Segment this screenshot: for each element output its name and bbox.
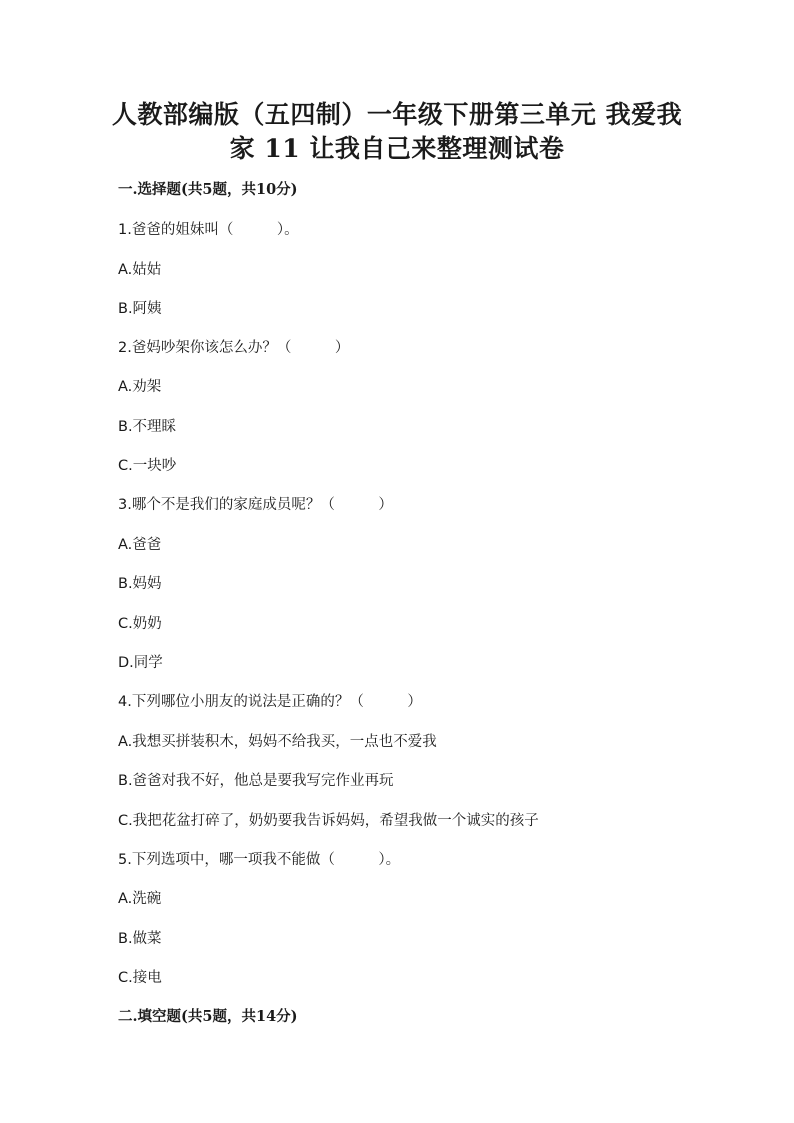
question-5-option-b: B.做菜 [118,931,162,947]
question-4-option-a: A.我想买拼装积木，妈妈不给我买，一点也不爱我 [118,734,437,750]
question-3-option-a: A.爸爸 [118,537,162,553]
question-1-option-b: B.阿姨 [118,301,162,317]
page-title-line2: 家 11 让我自己来整理测试卷 [229,134,565,163]
question-3-stem: 3.哪个不是我们的家庭成员呢？（ ） [118,497,393,513]
section-heading-choice: 一.选择题(共5题，共10分) [118,181,298,198]
page-title-line1: 人教部编版（五四制）一年级下册第三单元 我爱我 [111,100,683,129]
question-5-option-a: A.洗碗 [118,891,162,907]
question-2-option-b: B.不理睬 [118,419,177,435]
question-5-stem: 5.下列选项中，哪一项我不能做（ ）。 [118,852,401,868]
question-4-option-b: B.爸爸对我不好，他总是要我写完作业再玩 [118,773,394,789]
question-3-option-c: C.奶奶 [118,616,162,632]
question-2-option-a: A.劝架 [118,379,162,395]
question-2-option-c: C.一块吵 [118,458,177,474]
section-heading-fill: 二.填空题(共5题，共14分) [118,1008,298,1025]
question-1-stem: 1.爸爸的姐妹叫（ ）。 [118,222,299,238]
question-5-option-c: C.接电 [118,970,162,986]
question-3-option-b: B.妈妈 [118,576,162,592]
question-4-stem: 4.下列哪位小朋友的说法是正确的？（ ） [118,694,422,710]
question-3-option-d: D.同学 [118,655,163,671]
question-1-option-a: A.姑姑 [118,262,162,278]
question-2-stem: 2.爸妈吵架你该怎么办？（ ） [118,340,350,356]
question-4-option-c: C.我把花盆打碎了，奶奶要我告诉妈妈，希望我做一个诚实的孩子 [118,813,539,829]
